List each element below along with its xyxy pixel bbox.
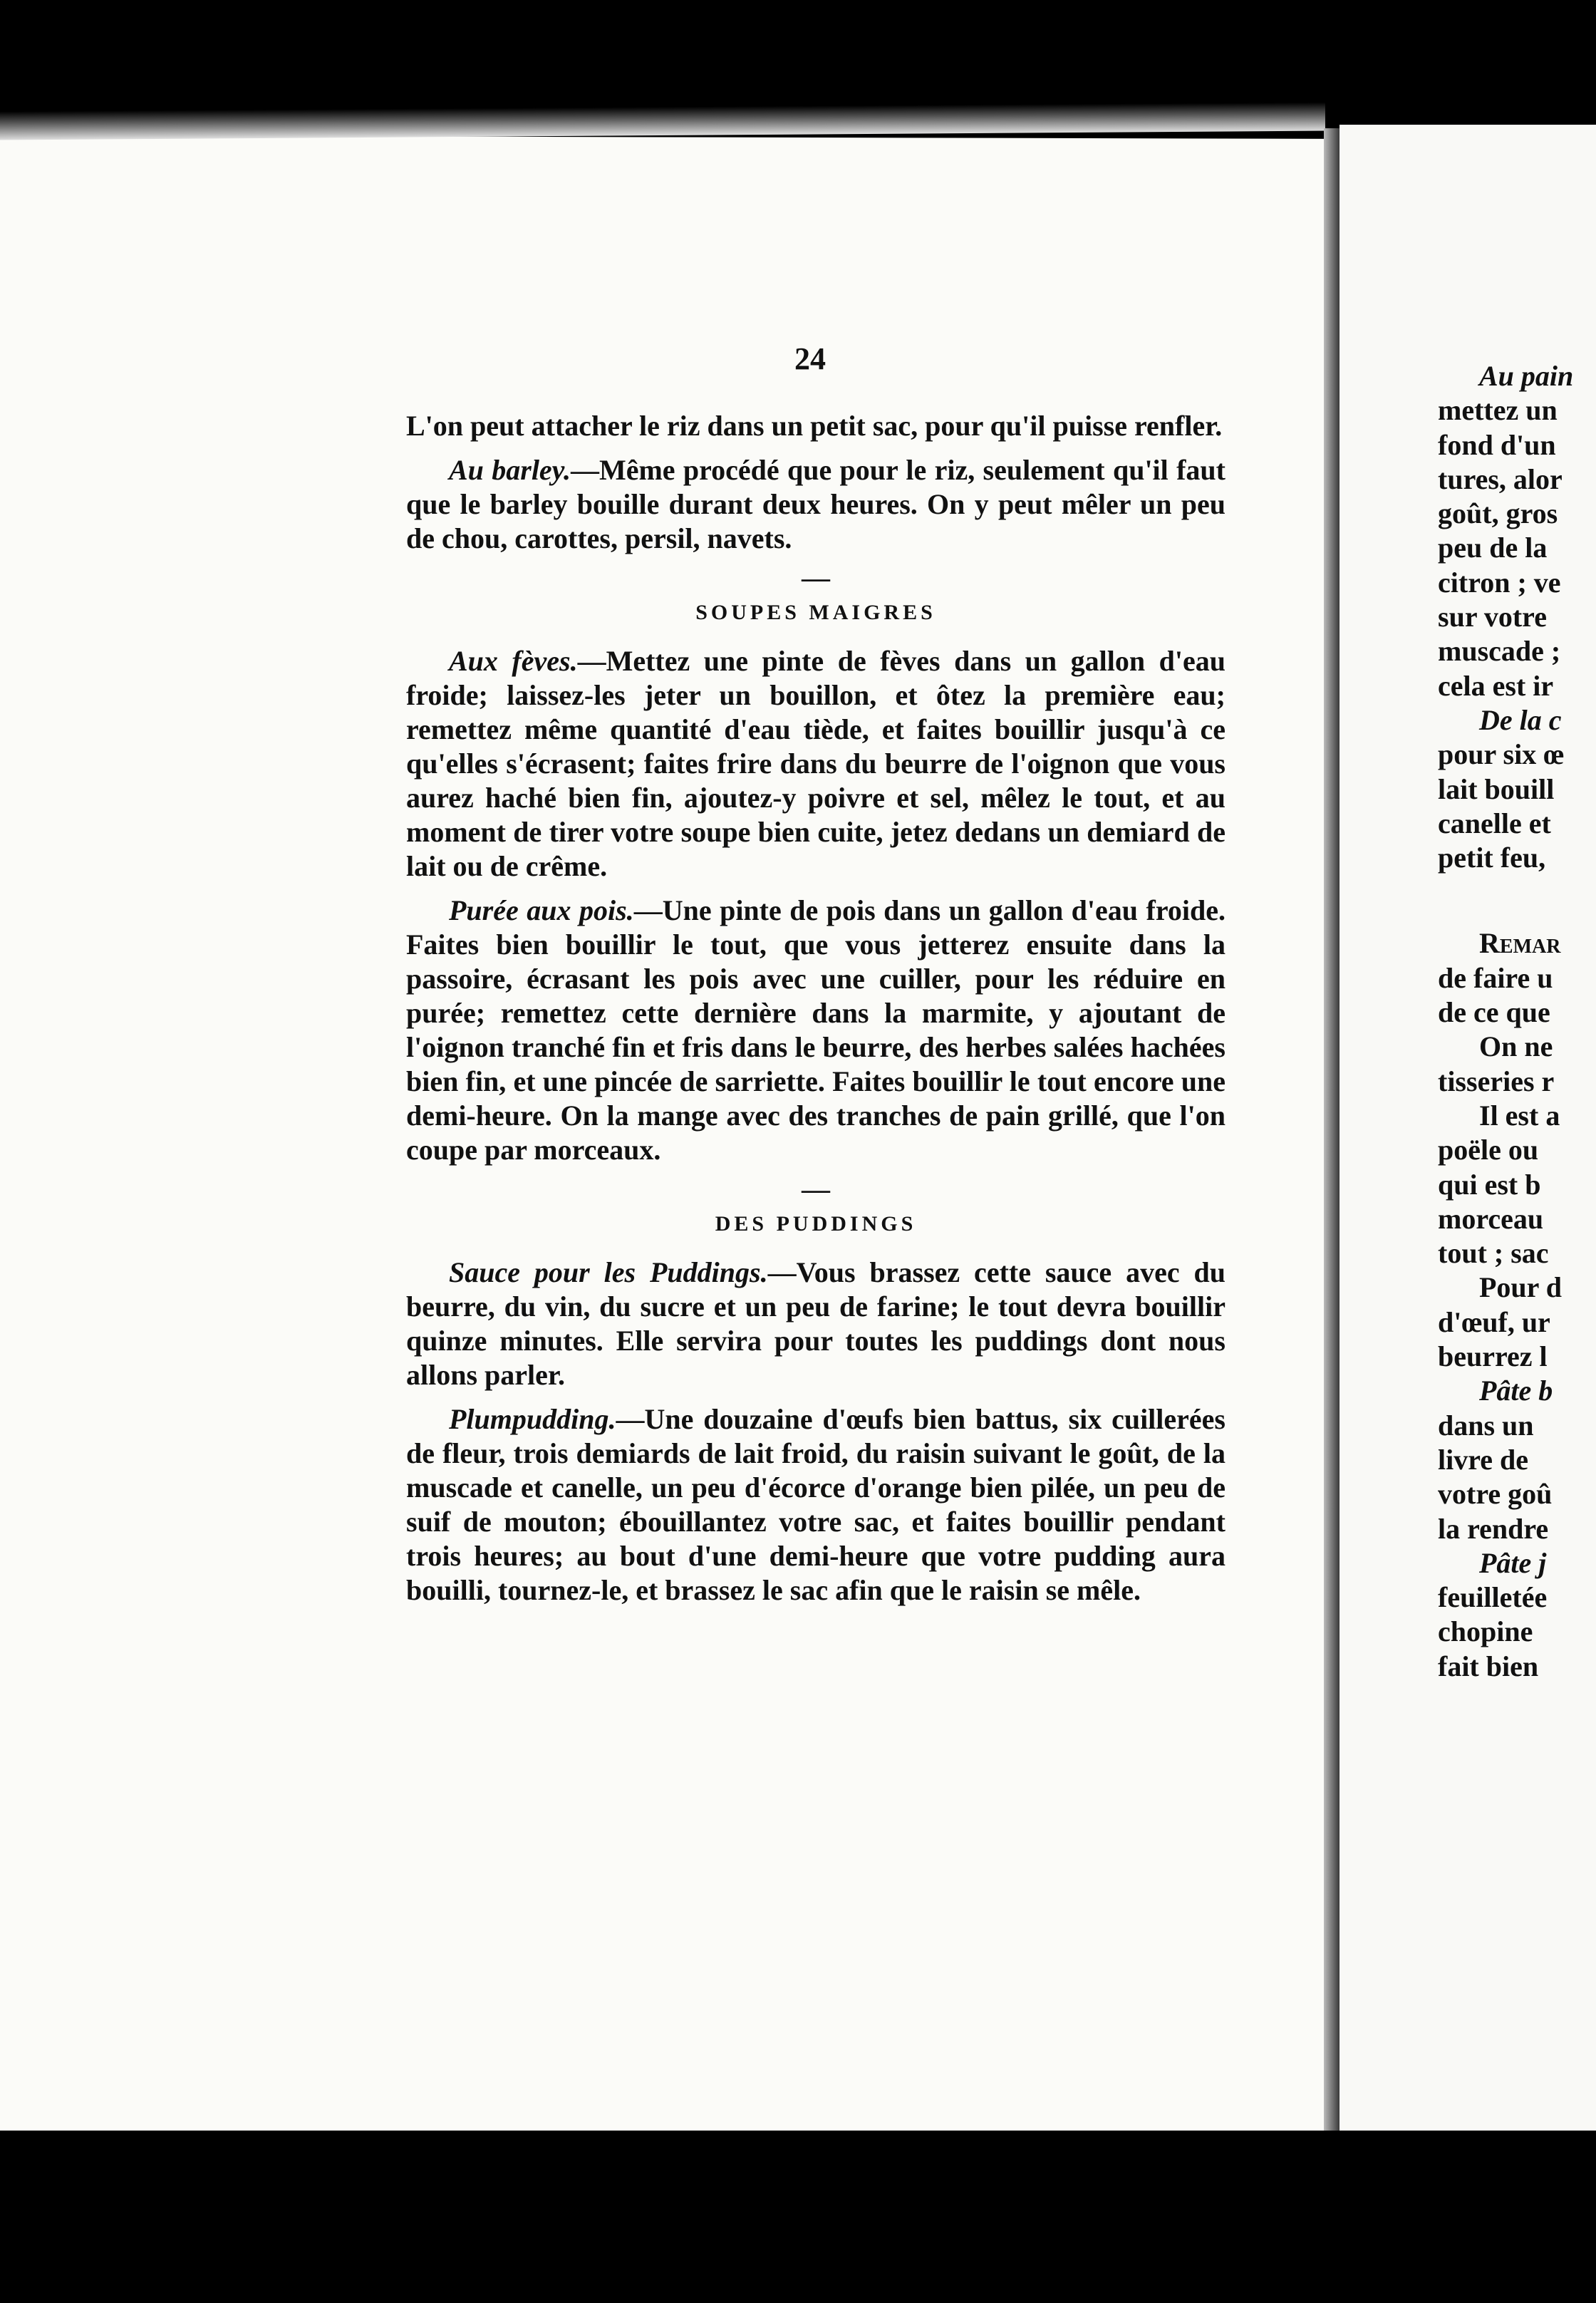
right-page-line: Pâte j [1479, 1546, 1547, 1579]
right-page-line: goût, gros [1438, 497, 1558, 530]
text-barley: —Même procédé que pour le riz, seulement qu'il faut que le barley bouille durant deux heures. On y peut mêler un peu de chou, carottes, persil, navets. [406, 454, 1226, 554]
paragraph-feves [406, 644, 1226, 884]
paragraph-sauce [406, 1256, 1226, 1392]
right-page-line: qui est b [1438, 1168, 1541, 1201]
paragraph-plumpudding [406, 1402, 1226, 1608]
section-heading-puddings: DES PUDDINGS [715, 1212, 917, 1236]
right-page-line: citron ; ve [1438, 566, 1561, 599]
right-page-line: muscade ; [1438, 635, 1561, 668]
right-page-line: Pâte b [1479, 1375, 1553, 1407]
right-page-line: tures, alor [1438, 462, 1563, 495]
left-page-text [406, 409, 1226, 1618]
right-page-line: la rendre [1438, 1512, 1549, 1545]
right-page-line: votre goû [1438, 1478, 1553, 1511]
section-divider: — [802, 1173, 830, 1205]
right-page-line: morceau [1438, 1202, 1544, 1235]
page-number: 24 [794, 341, 826, 376]
right-page-line: lait bouill [1438, 772, 1555, 805]
right-page-line: tout ; sac [1438, 1237, 1549, 1270]
right-page-line: d'œuf, ur [1438, 1305, 1550, 1338]
right-page-line: mettez un [1438, 394, 1558, 427]
paragraph-puree [406, 894, 1226, 1167]
lead-feves: Aux fèves. [449, 645, 578, 677]
lead-plumpudding: Plumpudding. [449, 1403, 616, 1435]
section-heading-soupes-maigres: SOUPES MAIGRES [695, 601, 936, 624]
right-page-line: canelle et [1438, 807, 1551, 839]
section-divider: — [802, 561, 830, 594]
right-page-text [1438, 359, 1596, 1684]
right-page-line: petit feu, [1438, 842, 1546, 874]
right-page-line: fond d'un [1438, 428, 1556, 461]
right-page-line: De la c [1479, 703, 1562, 736]
right-page-line: livre de [1438, 1443, 1529, 1476]
line-gap [1438, 875, 1596, 926]
right-page-line: dans un [1438, 1409, 1534, 1442]
right-page-line: de faire u [1438, 961, 1553, 994]
right-page-line: poële ou [1438, 1134, 1539, 1166]
right-page-line: tisseries r [1438, 1065, 1555, 1097]
right-page-line: de ce que [1438, 996, 1550, 1029]
right-page-line: On ne [1479, 1030, 1553, 1063]
text-feves: —Mettez une pinte de fèves dans un gallon d'eau froide; laissez-les jeter un bouillon, et ôtez la première eau; remettez même quantité d'eau tiède, et faites bouillir jusqu'à ce qu'elles s'écrasent; faites frire dans du beurre de l'oignon que vous aurez haché bien fin, ajoutez-y poivre et sel, mêlez le tout, et au moment de tirer votre soupe bien cuite, jetez dedans un demiard de lait ou de crême. [406, 645, 1226, 882]
text-puree: —Une pinte de pois dans un gallon d'eau froide. Faites bien bouillir le tout, que vous jetterez ensuite dans la passoire, écrasant les pois avec une cuiller, pour les réduire en purée; remettez cette dernière dans la marmite, y ajoutant de l'oignon tranché fin et fris dans le beurre, des herbes salées hachées bien fin, et une pincée de sarriette. Faites bouillir le tout encore une demi-heure. On la mange avec des tranches de pain grillé, que l'on coupe par morceaux. [406, 894, 1226, 1166]
right-page-line: fait bien [1438, 1650, 1539, 1682]
right-page-line: peu de la [1438, 532, 1548, 564]
right-page-line: Remar [1479, 927, 1561, 960]
lead-sauce: Sauce pour les Puddings. [449, 1256, 768, 1288]
paragraph-riz: L'on peut attacher le riz dans un petit sac, pour qu'il puisse renfler. [406, 410, 1223, 442]
right-page-line: beurrez l [1438, 1340, 1548, 1373]
right-page-line: cela est ir [1438, 669, 1554, 702]
bottom-edge [0, 2131, 1596, 2303]
right-page-line: pour six œ [1438, 738, 1565, 771]
text-sauce: —Vous brassez cette sauce avec du beurre, du vin, du sucre et un peu de farine; le tout devra bouillir quinze minutes. Elle servira pour toutes les puddings dont nous allons parler. [406, 1256, 1226, 1391]
page-top-edge [0, 103, 1325, 140]
right-page-line: sur votre [1438, 601, 1547, 633]
right-page-line: Au pain [1479, 360, 1574, 392]
right-page-line: chopine [1438, 1615, 1533, 1648]
lead-puree: Purée aux pois. [449, 894, 634, 926]
lead-barley: Au barley. [449, 454, 571, 486]
right-page-line: Pour d [1479, 1271, 1562, 1304]
right-page-line: feuilletée [1438, 1581, 1548, 1614]
paragraph-barley [406, 453, 1226, 556]
right-page-line: Il est a [1479, 1099, 1560, 1132]
text-plumpudding: —Une douzaine d'œufs bien battus, six cuillerées de fleur, trois demiards de lait froid, du raisin suivant le goût, de la muscade et canelle, un peu d'écorce d'orange bien pilée, un peu de suif de mouton; ébouillantez votre sac, et faites bouillir pendant trois heures; au bout d'une demi-heure que votre pudding aura bouilli, tournez-le, et brassez le sac afin que le raisin se mêle. [406, 1403, 1226, 1606]
